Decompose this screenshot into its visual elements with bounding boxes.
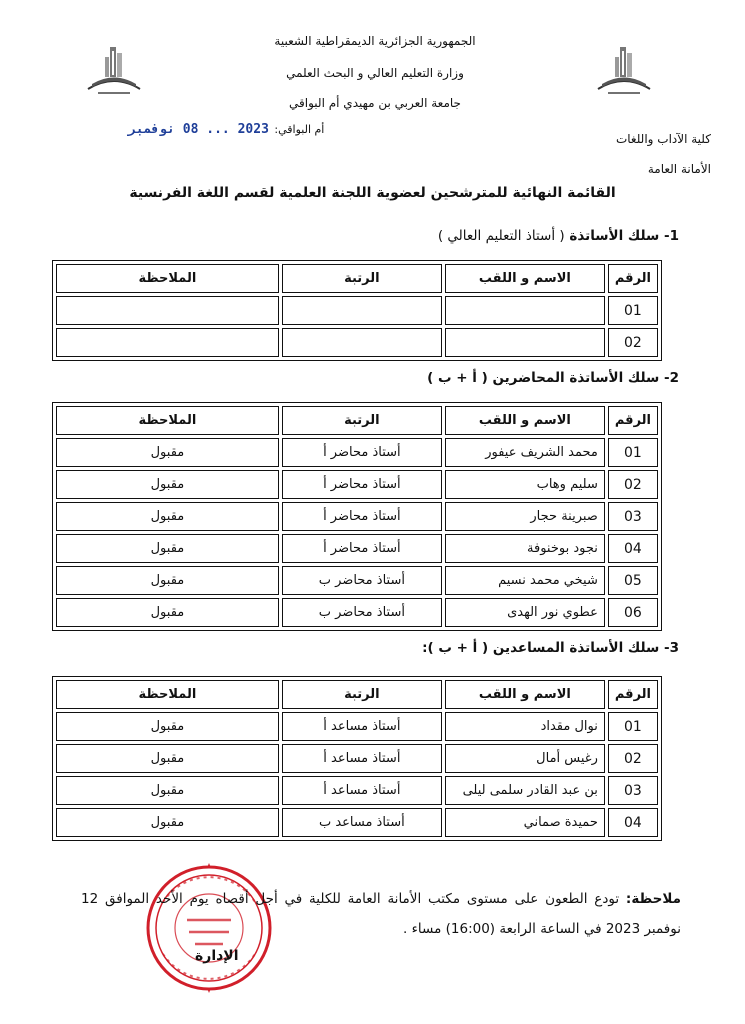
table-row (56, 808, 658, 837)
faculty-office: الأمانة العامة (647, 162, 711, 176)
row-rank (282, 328, 442, 357)
row-rank: أستاذ مساعد أ (282, 744, 442, 773)
column-number-header: الرقم (608, 264, 658, 293)
administration-signature: الإدارة (195, 948, 239, 964)
row-rank: أستاذ محاضر أ (282, 502, 442, 531)
table-section-1 (52, 260, 662, 361)
column-number-header: الرقم (608, 406, 658, 435)
header-republic: الجمهورية الجزائرية الديمقراطية الشعبية (274, 34, 476, 48)
row-name: نجود بوخنوفة (445, 534, 605, 563)
row-number: 02 (608, 470, 658, 499)
row-name: رغيس أمال (445, 744, 605, 773)
row-name: صبرينة حجار (445, 502, 605, 531)
table-header-row (56, 264, 658, 293)
table-row (56, 470, 658, 499)
section-1-subtitle: ( أستاذ التعليم العالي ) (437, 228, 565, 244)
row-rank: أستاذ محاضر أ (282, 534, 442, 563)
section-2-title: 2- سلك الأساتذة المحاضرين ( أ + ب ) (427, 370, 679, 386)
date-value: 2023 ... 08 نوفمبر (128, 122, 269, 137)
table-row (56, 502, 658, 531)
row-note: مقبول (56, 776, 279, 805)
row-number: 04 (608, 808, 658, 837)
row-name (445, 328, 605, 357)
column-name-header: الاسم و اللقب (445, 264, 605, 293)
row-name: بن عبد القادر سلمى ليلى (445, 776, 605, 805)
table-header-row (56, 406, 658, 435)
table-row (56, 296, 658, 325)
column-rank-header: الرتبة (282, 406, 442, 435)
row-name: محمد الشريف عيفور (445, 438, 605, 467)
table-section-3 (52, 676, 662, 841)
row-note: مقبول (56, 808, 279, 837)
row-note: مقبول (56, 744, 279, 773)
column-note-header: الملاحظة (56, 264, 279, 293)
row-rank: أستاذ مساعد ب (282, 808, 442, 837)
row-number: 02 (608, 328, 658, 357)
row-rank: أستاذ مساعد أ (282, 712, 442, 741)
row-rank: أستاذ محاضر أ (282, 438, 442, 467)
row-rank: أستاذ مساعد أ (282, 776, 442, 805)
header-university: جامعة العربي بن مهيدي أم البواقي (289, 96, 461, 110)
row-rank: أستاذ محاضر ب (282, 598, 442, 627)
row-note: مقبول (56, 598, 279, 627)
table-row (56, 776, 658, 805)
date-label: أم البواقي: (274, 123, 325, 136)
row-name: عطوي نور الهدى (445, 598, 605, 627)
row-note (56, 296, 279, 325)
row-note: مقبول (56, 438, 279, 467)
row-number: 04 (608, 534, 658, 563)
row-name (445, 296, 605, 325)
column-name-header: الاسم و اللقب (445, 680, 605, 709)
note-text: تودع الطعون على مستوى مكتب الأمانة العامة للكلية في أجل أقصاه يوم الأحد الموافق 12 نوفمبر 2023 في الساعة الرابعة (16:00) مساء . (81, 891, 681, 937)
column-rank-header: الرتبة (282, 680, 442, 709)
document-title: القائمة النهائية للمترشحين لعضوية اللجنة العلمية لقسم اللغة الفرنسية (129, 185, 616, 201)
university-logo-icon-left (84, 43, 144, 98)
column-rank-header: الرتبة (282, 264, 442, 293)
row-rank: أستاذ محاضر ب (282, 566, 442, 595)
table-row (56, 534, 658, 563)
row-note: مقبول (56, 534, 279, 563)
table-header-row (56, 680, 658, 709)
table-row (56, 566, 658, 595)
note-label: ملاحظة: (625, 891, 681, 907)
university-logo-icon-right (594, 43, 654, 98)
table-row (56, 328, 658, 357)
row-name: نوال مقداد (445, 712, 605, 741)
row-name: سليم وهاب (445, 470, 605, 499)
faculty-block (616, 124, 711, 184)
table-row (56, 438, 658, 467)
row-number: 03 (608, 776, 658, 805)
column-note-header: الملاحظة (56, 680, 279, 709)
row-number: 01 (608, 712, 658, 741)
row-rank (282, 296, 442, 325)
row-number: 02 (608, 744, 658, 773)
row-note: مقبول (56, 502, 279, 531)
row-note: مقبول (56, 566, 279, 595)
row-number: 05 (608, 566, 658, 595)
table-row (56, 744, 658, 773)
row-note (56, 328, 279, 357)
column-note-header: الملاحظة (56, 406, 279, 435)
row-rank: أستاذ محاضر أ (282, 470, 442, 499)
row-name: حميدة صماني (445, 808, 605, 837)
appeal-note (81, 884, 681, 944)
row-note: مقبول (56, 470, 279, 499)
table-row (56, 598, 658, 627)
faculty-name: كلية الآداب واللغات (615, 132, 711, 146)
document-date (128, 122, 324, 137)
row-note: مقبول (56, 712, 279, 741)
row-number: 03 (608, 502, 658, 531)
table-section-2 (52, 402, 662, 631)
row-name: شيخي محمد نسيم (445, 566, 605, 595)
row-number: 06 (608, 598, 658, 627)
table-row (56, 712, 658, 741)
header-ministry: وزارة التعليم العالي و البحث العلمي (286, 66, 464, 80)
section-3-title: 3- سلك الأساتذة المساعدين ( أ + ب ): (422, 640, 679, 656)
column-name-header: الاسم و اللقب (445, 406, 605, 435)
row-number: 01 (608, 438, 658, 467)
column-number-header: الرقم (608, 680, 658, 709)
section-1-title: 1- سلك الأساتذة ( أستاذ التعليم العالي ) (437, 228, 679, 244)
row-number: 01 (608, 296, 658, 325)
